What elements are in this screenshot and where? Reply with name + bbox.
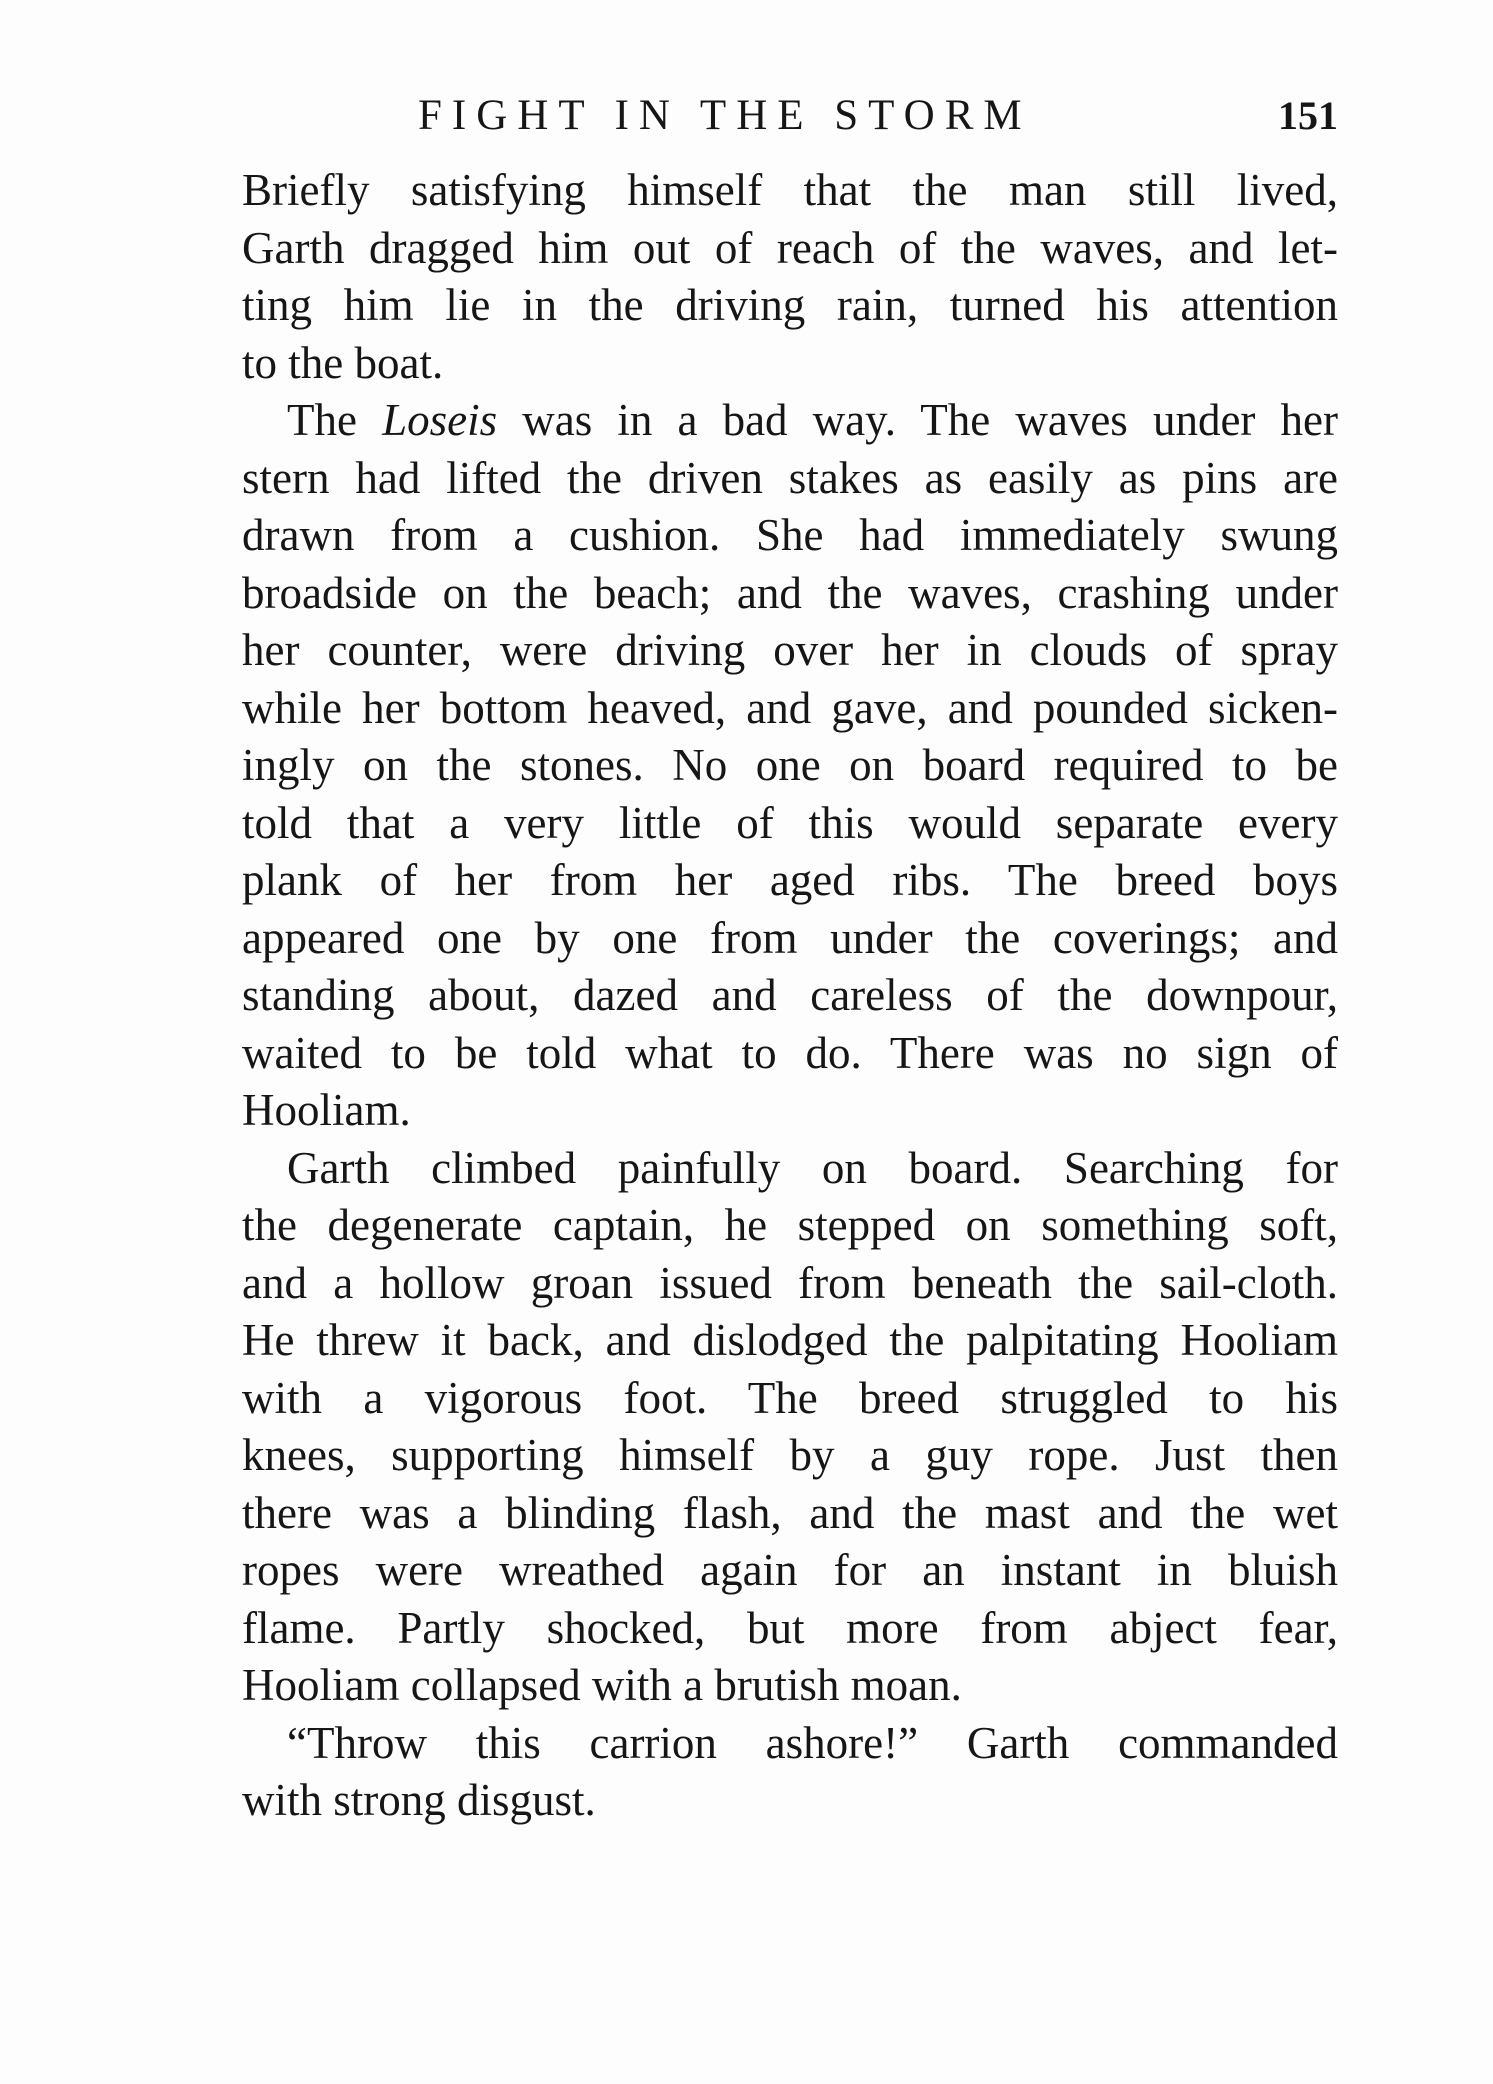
text-line: with a vigorous foot. The breed struggled to his (242, 1372, 1338, 1423)
text-line: while her bottom heaved, and gave, and pounded sicken- (242, 682, 1338, 733)
text-line: flame. Partly shocked, but more from abject fear, (242, 1602, 1338, 1653)
text-line: ropes were wreathed again for an instant in bluish (242, 1545, 1338, 1595)
text-line: ting him lie in the driving rain, turned his attention (242, 280, 1338, 330)
text-line: broadside on the beach; and the waves, crashing under (242, 567, 1338, 618)
text-line: the degenerate captain, he stepped on something soft, (242, 1200, 1338, 1250)
running-title: FIGHT IN THE STORM (418, 92, 1032, 139)
text-line-paragraph-start: “Throw this carrion ashore!” Garth commanded (287, 1717, 1338, 1768)
text-rest: was in a bad way. The waves under her (522, 395, 1338, 445)
page-number: 151 (1278, 93, 1338, 138)
text-line: her counter, were driving over her in clouds of spray (242, 625, 1338, 675)
text-line: standing about, dazed and careless of the downpour, (242, 970, 1338, 1020)
text-line: Hooliam. (242, 1085, 411, 1135)
text-line: stern had lifted the driven stakes as easily as pins are (242, 452, 1338, 503)
text-line: He threw it back, and dislodged the palpitating Hooliam (242, 1315, 1338, 1365)
text-line: knees, supporting himself by a guy rope. Just then (242, 1430, 1338, 1480)
boat-name: Loseis (382, 395, 498, 445)
text-line: plank of her from her aged ribs. The breed boys (242, 855, 1338, 905)
text-line: ingly on the stones. No one on board required to be (242, 740, 1338, 790)
text-line: with strong disgust. (242, 1775, 596, 1825)
text-line: and a hollow groan issued from beneath the sail-cloth. (242, 1257, 1338, 1308)
text-line: drawn from a cushion. She had immediately swung (242, 510, 1338, 560)
text-line-paragraph-start: Garth climbed painfully on board. Searching for (287, 1142, 1338, 1193)
text-line: appeared one by one from under the coverings; and (242, 912, 1338, 963)
running-head (242, 86, 1338, 146)
body-text (242, 162, 1338, 1830)
text-line: Garth dragged him out of reach of the waves, and let- (242, 222, 1338, 273)
text-line: to the boat. (242, 337, 444, 388)
text-line: Hooliam collapsed with a brutish moan. (242, 1660, 962, 1710)
text-line: told that a very little of this would separate every (242, 797, 1338, 848)
text-line: Briefly satisfying himself that the man still lived, (242, 165, 1338, 215)
text-line: there was a blinding flash, and the mast and the wet (242, 1487, 1338, 1538)
text-line-paragraph-start (242, 392, 1338, 450)
text-line: waited to be told what to do. There was no sign of (242, 1027, 1338, 1078)
text-lead: The (287, 395, 357, 445)
